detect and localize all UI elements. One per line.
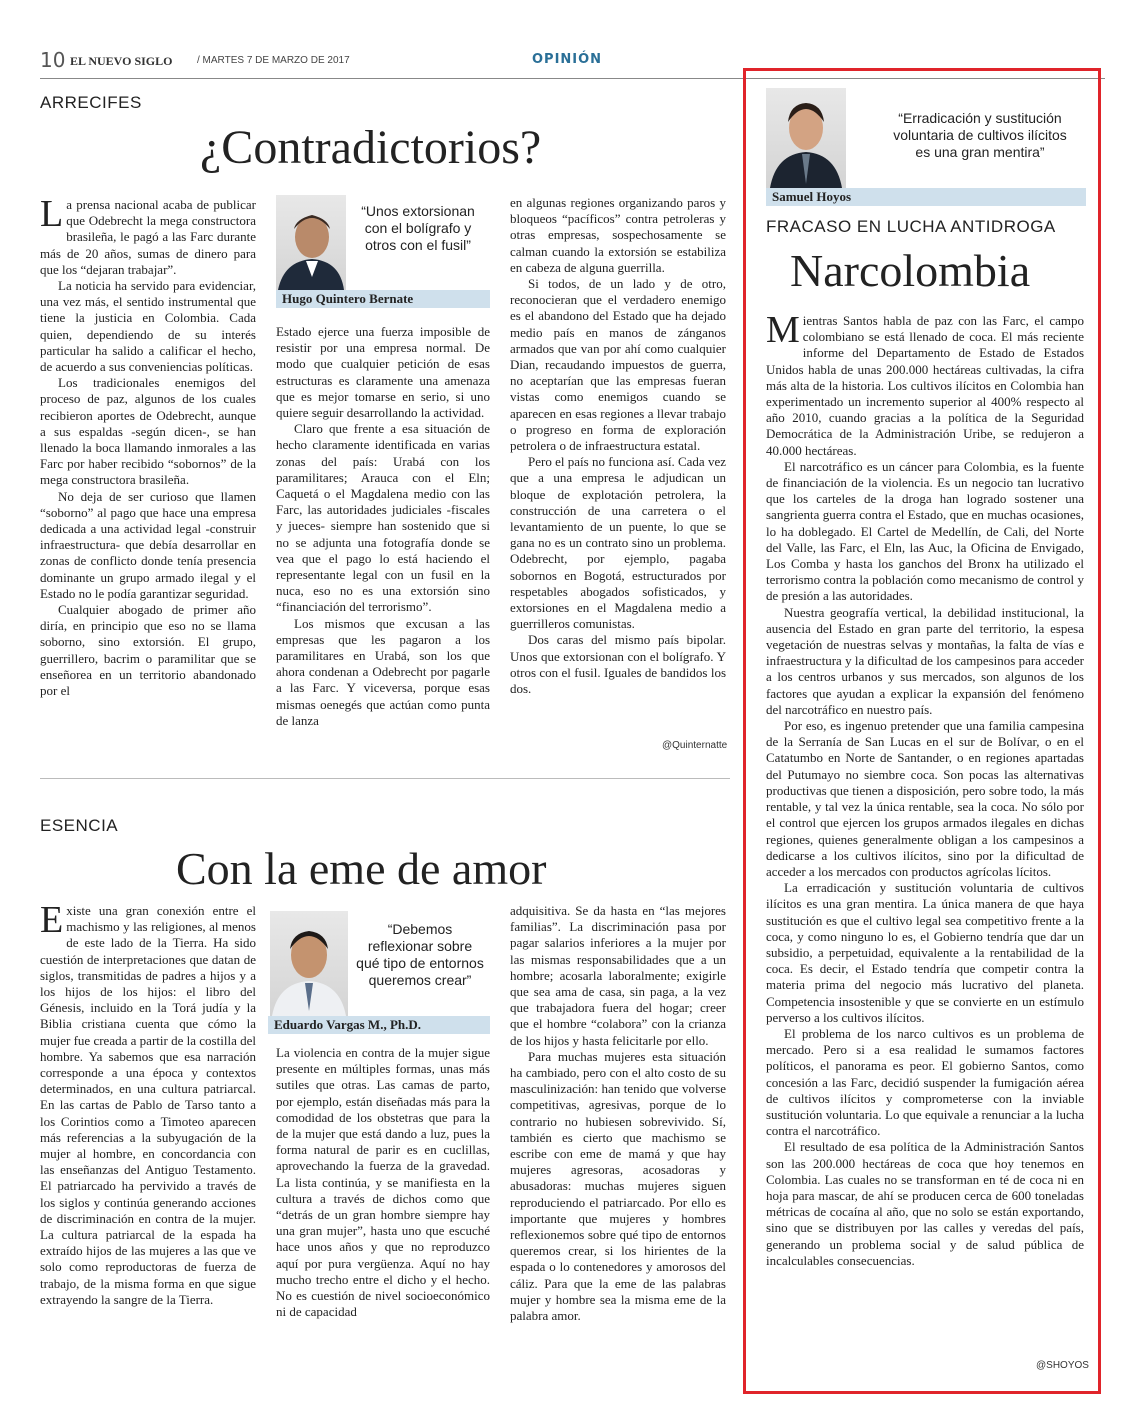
article1-twitter-handle: @Quinternatte [662,740,728,751]
paragraph: Pero el país no funciona así. Cada vez que a una empresa le adjudican un bloque de explotación petrolera, la construcción de una carretera o el levantamiento de un puente, lo que se gana no es un contrato sino un problema. Odebrecht, por ejemplo, pagaba sobornos en Bogotá, estructurados por respetables abogados sofisticados, y extorsiones en el Magdalena medio a guerrilleros comunistas. [510,454,726,632]
paragraph: Si todos, de un lado y de otro, reconocieran que el verdadero enemigo es el abandono del Estado que ha dejado medio país en manos de zánganos armados que van por ahí como cualquier Dian, recaudando impuestos de guerra, no aceptarían que las empresas fueran vistas como enemigos cuando se aparecen en esas regiones a llevar trabajo o progreso en forma de exploración petrolera o de infraestructura estatal. [510,276,726,454]
article1-headline: ¿Contradictorios? [200,121,542,174]
article2-pull-quote: “Debemos reflexionar sobre qué tipo de entornos queremos crear” [356,921,484,988]
article3-pull-quote: “Erradicación y sustitución voluntaria de cultivos ilícitos es una gran mentira” [893,110,1067,160]
section-divider [40,778,730,779]
paragraph: La erradicación y sustitución voluntaria de cultivos ilícitos es una gran mentira. La única manera de que haya sustitución es que el cultivo legal sea competitivo frente a la coca, y como ninguno lo es, el Gobierno tendría que dar un subsidio, a perpetuidad, equivalente a la rentabilidad de la coca. Es decir, el Estado tendría que competir contra la materia prima del negocio más lucrativo del planeta. Competencia insostenible y que se convierte en un estímulo perverso a los cultivos ilícitos. [766,880,1084,1025]
paragraph: Existe una gran conexión entre el machismo y las religiones, al menos de este lado de la Tierra. Ha sido cuestión de interpretaciones que datan de siglos, transmitidas de padres a hijos y a los hijos de los hijos: el libro del Génesis, incluido en la Torá judía y la Biblia cristiana cuenta que cómo la mujer fue creada a partir de la costilla del hombre. Ya sabemos que esa narración corresponde a una época y contextos determinados, en una cultura patriarcal. En las cartas de Pablo de Tarso tanto a los Corintios como a Timoteo aparecen más referencias a la subyugación de la mujer al hombre, en concordancia con las enseñanzas del Antiguo Testamento. El patriarcado ha pervivido a través de los siglos y continúa generando acciones de discriminación en contra de la mujer. La cultura patriarcal de la espada ha extraído hijos de las mujeres a las que ve solo como reproductoras de fuerza de trabajo, de la misma forma en que sigue extrayendo la sangre de la Tierra. [40,903,256,1307]
paragraph: adquisitiva. Se da hasta en “las mejores familias”. La discriminación pasa por pagar salarios inferiores a la mujer por las mismas responsabilidades que a un hombre; acosarla laboralmente; exigirle que sea ama de casa, sin paga, a la vez que trabajadora fuera del hogar; creer que el hombre “colabora” con la crianza de los hijos y hasta felicitarle por ello. [510,903,726,1048]
paragraph: El resultado de esa política de la Administración Santos son las 200.000 hectáreas de coca que hoy tenemos en Colombia. Las cuales no se transforman en té de coca ni en hoja para mascar, de ahí se producen cerca de 600 toneladas métricas de cocaína al año, que no solo se están exportando, sino que se distribuyen por las calles y veredas del país, generando un problema social y de salud pública de incalculables consecuencias. [766,1139,1084,1268]
article2-author: Eduardo Vargas M., Ph.D. [268,1016,490,1034]
article1-author: Hugo Quintero Bernate [276,290,490,308]
article1-column-1 [40,197,256,757]
drop-cap: M [766,313,800,351]
article1-kicker: ARRECIFES [40,93,142,112]
paragraph: Dos caras del mismo país bipolar. Unos que extorsionan con el bolígrafo. Y otros con el fusil. Iguales de bandidos los dos. [510,632,726,697]
paragraph: No deja de ser curioso que llamen “soborno” al pago que hace una empresa dedicada a una actividad legal -construir infraestructura- que debía desarrollar en zonas de conflicto donde tenía presencia dominante un grupo armado ilegal y el Estado no le podía garantizar seguridad. [40,488,256,601]
paragraph: Para muchas mujeres esta situación ha cambiado, pero con el alto costo de su masculinización: han tenido que volverse competitivas, agresivas, porque de lo contrario no hubiesen sobrevivido. Sí, también es cierto que machismo se escribe con eme de mamá y que hay mujeres agresoras, acosadoras y abusadoras: muchas mujeres siguen reproduciendo el patriarcado. Por ello es importante que mujeres y hombres reflexionemos sobre qué tipo de entornos queremos crear, si los hirientes de la espada o lo contenedores y amorosos del cáliz. Para que la eme de las palabras mujer y hombre sea la misma eme de la palabra amor. [510,1048,726,1324]
article3-author: Samuel Hoyos [766,188,1086,206]
paragraph: Los tradicionales enemigos del proceso de paz, algunos de los cuales recibieron aportes de Odebrecht, aunque a sus espaldas -según dicen-, se han llenado la boca llamando inmorales a las Farc por haber recibido “sobornos” de la mega constructora brasileña. [40,375,256,488]
article2-headline: Con la eme de amor [176,843,547,894]
paragraph: Estado ejerce una fuerza imposible de resistir por una empresa normal. De modo que cualquier petición de esas estructuras es claramente una amenaza que es mejor tomarse en serio, si uno quiere seguir desarrollando la actividad. [276,324,490,421]
article2-column-3 [510,903,726,1353]
paragraph: Cualquier abogado de primer año diría, en principio que eso no se llama soborno, sino extorsión. El grupo, guerrillero, bacrim o paramilitar que se enseñorea en un territorio abandonado por el [40,602,256,699]
paragraph: El problema de los narco cultivos es un problema de mercado. Pero si a esa realidad le sumamos factores políticos, el panorama es peor. El gobierno Santos, como concesión a las Farc, decidió suspender la fumigación aérea de cultivos ilícitos y comprometerse con la inviable sustitución voluntaria. Lo que equivale a renunciar a la lucha contra el narcotráfico. [766,1025,1084,1139]
article2-kicker: ESENCIA [40,816,119,835]
paper-name: EL NUEVO SIGLO [70,54,173,68]
article3-kicker: FRACASO EN LUCHA ANTIDROGA [766,217,1056,236]
portrait-icon [276,195,346,290]
paragraph: La noticia ha servido para evidenciar, una vez más, el sentido instrumental que tiene la justicia en Colombia. Cada quien, dependiendo de su interés particular ha salido a calificar el hecho, de acuerdo a sus conveniencias políticas. [40,278,256,375]
paragraph: Nuestra geografía vertical, la debilidad institucional, la ausencia del Estado en gran parte del territorio, la espesa vegetación de nuestras selvas y montañas, la falta de vías e infraestructura y la dificultad de los campesinos para acceder a los centros urbanos y sus mercados, son algunos de los factores que ayudan a explicar la expansión del fenómeno del narcotráfico en nuestro país. [766,604,1084,717]
paragraph: Los mismos que excusan a las empresas que les pagaron a los paramilitares en Urabá, son los que ahora condenan a Odebrecht por pagarle a las Farc. Y viceversa, porque esas mismas oenegés que actúan como punta de lanza [276,615,490,728]
paragraph: La prensa nacional acaba de publicar que Odebrecht la mega constructora brasileña, le pagó a las Farc durante más de 20 años, sumas de dinero para que los “dejaran trabajar”. [40,197,256,277]
portrait-icon [766,88,846,188]
paragraph: Claro que frente a esa situación de hecho claramente identificada en varias zonas del país: Urabá con los paramilitares; Arauca con el Eln; Caquetá o el Magdalena medio con las Farc, las autoridades judiciales -fiscales y jueces- siempre han sostenido que si no se adjunta una fotografía donde se vea que el pago lo está haciendo el representante legal con un fusil en la nuca, eso no es una extorsión sino “financiación del terrorismo”. [276,421,490,615]
author-photo-eduardo-vargas [270,911,348,1016]
article3-twitter-handle: @SHOYOS [1036,1360,1089,1371]
page-number: 10 [40,48,66,72]
paragraph: Mientras Santos habla de paz con las Farc, el campo colombiano se está llenado de coca. El más reciente informe del Departamento de Estado de Estados Unidos habla de unas 200.000 hectáreas cultivadas, la cifra más alta de la historia. Los cultivos ilícitos en Colombia han experimentado un incremento superior al 400% respecto al año 2010, cuando gracias a la política de la Seguridad Democrática de la Administración Uribe, se redujeron a 40.000 hectáreas. [766,313,1084,458]
drop-cap: E [40,903,64,941]
paragraph: La violencia en contra de la mujer sigue presente en múltiples formas, unas más sutiles que otras. Las camas de parto, por ejemplo, están diseñadas más para la comodidad de los obstetras que para la de la mujer que está dando a luz, pues la forma natural de parir es en cuclillas, aprovechando la fuerza de la gravedad. La lista continúa, y se manifiesta en la cultura a través de dichos como que “detrás de un gran hombre siempre hay una gran mujer”, hasta uno que escuché hace unos años y que no reproduzco aquí por pura vergüenza. Aquí no hay mucho trecho entre el dicho y el hecho. No es cuestión de nivel socioeconómico ni de capacidad [276,1045,490,1320]
issue-date: / MARTES 7 DE MARZO DE 2017 [197,55,350,66]
portrait-icon [270,911,348,1016]
section-label: OPINIÓN [532,52,603,67]
article2-column-1 [40,903,256,1353]
author-photo-samuel-hoyos [766,88,846,188]
article2-column-2 [276,1045,490,1355]
paragraph: en algunas regiones organizando paros y bloqueos “pacíficos” contra petroleras y otras empresas, sospechosamente se calman cuando la extorsión se estabiliza en cabeza de alguna guerrilla. [510,195,726,275]
article1-column-3 [510,195,726,735]
paragraph: El narcotráfico es un cáncer para Colombia, es la fuente de financiación de la violencia. Es un negocio tan lucrativo que los carteles de la droga han logrado sostener una sangrienta guerra contra el Estado, que en muchas ocasiones, lo ha doblegado. El Cartel de Medellín, de Cali, del Norte del Valle, las Farc, el Eln, las Auc, la Oficina de Envigado, Los Comba y hasta los ganchos del Bronx ha utilizado el terrorismo contra la población como mecanismo de control y de presión a las autoridades. [766,458,1084,604]
paragraph: Por eso, es ingenuo pretender que una familia campesina de la Serranía de San Lucas en el sur de Bolívar, o en el Catatumbo en Norte de Santander, o en regiones apartadas del Putumayo no siembre coca. Son pocas las alternativas productivas que tienen a disposición, pero sobre todo, la más rentable, y tal vez la única rentable, sea la coca. No sólo por el control que ejercen los grupos armados ilegales en dichas regiones, quienes generalmente obligan a los campesinos a dedicarse a los cultivos ilícitos, sino por la dificultad de acceder a los mercados con productos agrícolas lícitos. [766,718,1084,879]
article3-column [766,313,1084,1331]
article1-column-2 [276,324,490,757]
author-photo-hugo-quintero [276,195,346,290]
article1-pull-quote: “Unos extorsionan con el bolígrafo y otros con el fusil” [361,203,475,253]
article3-headline: Narcolombia [790,245,1031,296]
drop-cap: L [40,197,64,235]
